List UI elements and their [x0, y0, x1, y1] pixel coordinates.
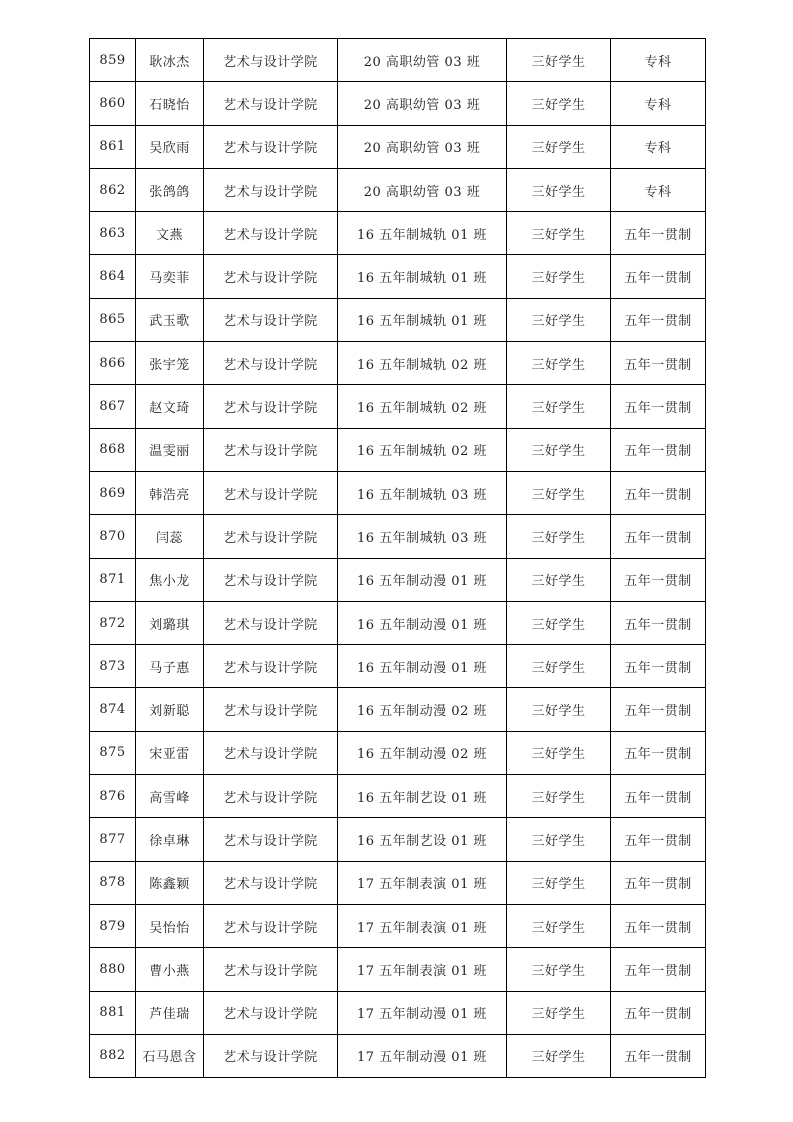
program-type-cell: 五年一贯制	[611, 731, 706, 774]
table-row	[90, 948, 706, 991]
class-cell: 17 五年制表演 01 班	[338, 948, 507, 991]
student-name-cell: 曹小燕	[136, 948, 204, 991]
row-number-cell: 873	[90, 645, 136, 688]
class-cell: 16 五年制动漫 01 班	[338, 645, 507, 688]
program-type-cell: 五年一贯制	[611, 948, 706, 991]
honor-cell: 三好学生	[507, 471, 611, 514]
college-cell: 艺术与设计学院	[204, 558, 338, 601]
table-row	[90, 688, 706, 731]
program-type-cell: 五年一贯制	[611, 558, 706, 601]
class-cell: 17 五年制动漫 01 班	[338, 1034, 507, 1077]
student-name-cell: 吴欣雨	[136, 125, 204, 168]
honor-cell: 三好学生	[507, 342, 611, 385]
table-row	[90, 342, 706, 385]
student-name-cell: 张宇笼	[136, 342, 204, 385]
table-row	[90, 818, 706, 861]
row-number-cell: 881	[90, 991, 136, 1034]
program-type-cell: 五年一贯制	[611, 342, 706, 385]
class-cell: 20 高职幼管 03 班	[338, 125, 507, 168]
table-row	[90, 125, 706, 168]
row-number-cell: 860	[90, 82, 136, 125]
student-name-cell: 高雪峰	[136, 775, 204, 818]
student-name-cell: 刘新聪	[136, 688, 204, 731]
program-type-cell: 五年一贯制	[611, 255, 706, 298]
student-name-cell: 韩浩亮	[136, 471, 204, 514]
college-cell: 艺术与设计学院	[204, 515, 338, 558]
honor-cell: 三好学生	[507, 861, 611, 904]
honor-cell: 三好学生	[507, 39, 611, 82]
program-type-cell: 五年一贯制	[611, 385, 706, 428]
college-cell: 艺术与设计学院	[204, 991, 338, 1034]
honor-cell: 三好学生	[507, 558, 611, 601]
row-number-cell: 878	[90, 861, 136, 904]
college-cell: 艺术与设计学院	[204, 428, 338, 471]
student-name-cell: 温雯丽	[136, 428, 204, 471]
row-number-cell: 882	[90, 1034, 136, 1077]
table-row	[90, 731, 706, 774]
row-number-cell: 866	[90, 342, 136, 385]
row-number-cell: 864	[90, 255, 136, 298]
college-cell: 艺术与设计学院	[204, 39, 338, 82]
program-type-cell: 专科	[611, 82, 706, 125]
honor-cell: 三好学生	[507, 168, 611, 211]
honor-cell: 三好学生	[507, 1034, 611, 1077]
table-row	[90, 991, 706, 1034]
class-cell: 16 五年制城轨 01 班	[338, 255, 507, 298]
honor-cell: 三好学生	[507, 948, 611, 991]
table-row	[90, 515, 706, 558]
row-number-cell: 869	[90, 471, 136, 514]
program-type-cell: 专科	[611, 125, 706, 168]
student-name-cell: 马子惠	[136, 645, 204, 688]
program-type-cell: 五年一贯制	[611, 471, 706, 514]
college-cell: 艺术与设计学院	[204, 342, 338, 385]
table-row	[90, 471, 706, 514]
college-cell: 艺术与设计学院	[204, 168, 338, 211]
row-number-cell: 875	[90, 731, 136, 774]
table-row	[90, 168, 706, 211]
table-row	[90, 904, 706, 947]
student-name-cell: 石晓怡	[136, 82, 204, 125]
program-type-cell: 五年一贯制	[611, 688, 706, 731]
row-number-cell: 874	[90, 688, 136, 731]
program-type-cell: 五年一贯制	[611, 601, 706, 644]
row-number-cell: 876	[90, 775, 136, 818]
honor-cell: 三好学生	[507, 255, 611, 298]
honor-cell: 三好学生	[507, 82, 611, 125]
program-type-cell: 五年一贯制	[611, 515, 706, 558]
student-name-cell: 马奕菲	[136, 255, 204, 298]
row-number-cell: 865	[90, 298, 136, 341]
honor-cell: 三好学生	[507, 125, 611, 168]
table-row	[90, 645, 706, 688]
college-cell: 艺术与设计学院	[204, 688, 338, 731]
college-cell: 艺术与设计学院	[204, 212, 338, 255]
class-cell: 16 五年制动漫 01 班	[338, 601, 507, 644]
program-type-cell: 五年一贯制	[611, 428, 706, 471]
college-cell: 艺术与设计学院	[204, 775, 338, 818]
program-type-cell: 专科	[611, 168, 706, 211]
honor-cell: 三好学生	[507, 515, 611, 558]
student-name-cell: 赵文琦	[136, 385, 204, 428]
honor-cell: 三好学生	[507, 904, 611, 947]
table-row	[90, 39, 706, 82]
table-row	[90, 212, 706, 255]
student-name-cell: 武玉歌	[136, 298, 204, 341]
college-cell: 艺术与设计学院	[204, 125, 338, 168]
honor-cell: 三好学生	[507, 428, 611, 471]
table-row	[90, 428, 706, 471]
student-name-cell: 焦小龙	[136, 558, 204, 601]
class-cell: 20 高职幼管 03 班	[338, 39, 507, 82]
honor-cell: 三好学生	[507, 212, 611, 255]
student-name-cell: 刘璐琪	[136, 601, 204, 644]
class-cell: 16 五年制艺设 01 班	[338, 818, 507, 861]
student-name-cell: 耿冰杰	[136, 39, 204, 82]
college-cell: 艺术与设计学院	[204, 298, 338, 341]
class-cell: 16 五年制城轨 02 班	[338, 342, 507, 385]
table-row	[90, 601, 706, 644]
honor-cell: 三好学生	[507, 385, 611, 428]
class-cell: 20 高职幼管 03 班	[338, 168, 507, 211]
program-type-cell: 专科	[611, 39, 706, 82]
row-number-cell: 879	[90, 904, 136, 947]
college-cell: 艺术与设计学院	[204, 818, 338, 861]
student-name-cell: 闫蕊	[136, 515, 204, 558]
class-cell: 16 五年制城轨 01 班	[338, 212, 507, 255]
student-name-cell: 徐卓琳	[136, 818, 204, 861]
class-cell: 17 五年制表演 01 班	[338, 904, 507, 947]
student-name-cell: 文燕	[136, 212, 204, 255]
program-type-cell: 五年一贯制	[611, 212, 706, 255]
award-table-body	[90, 39, 706, 1078]
honor-cell: 三好学生	[507, 645, 611, 688]
program-type-cell: 五年一贯制	[611, 645, 706, 688]
college-cell: 艺术与设计学院	[204, 731, 338, 774]
program-type-cell: 五年一贯制	[611, 861, 706, 904]
college-cell: 艺术与设计学院	[204, 385, 338, 428]
table-row	[90, 1034, 706, 1077]
table-row	[90, 861, 706, 904]
college-cell: 艺术与设计学院	[204, 948, 338, 991]
class-cell: 16 五年制城轨 01 班	[338, 298, 507, 341]
row-number-cell: 871	[90, 558, 136, 601]
program-type-cell: 五年一贯制	[611, 991, 706, 1034]
class-cell: 16 五年制城轨 03 班	[338, 471, 507, 514]
student-name-cell: 石马恩含	[136, 1034, 204, 1077]
honor-cell: 三好学生	[507, 298, 611, 341]
table-row	[90, 775, 706, 818]
honor-cell: 三好学生	[507, 688, 611, 731]
college-cell: 艺术与设计学院	[204, 82, 338, 125]
row-number-cell: 863	[90, 212, 136, 255]
class-cell: 16 五年制城轨 02 班	[338, 428, 507, 471]
college-cell: 艺术与设计学院	[204, 645, 338, 688]
class-cell: 16 五年制城轨 02 班	[338, 385, 507, 428]
row-number-cell: 867	[90, 385, 136, 428]
program-type-cell: 五年一贯制	[611, 1034, 706, 1077]
row-number-cell: 868	[90, 428, 136, 471]
program-type-cell: 五年一贯制	[611, 775, 706, 818]
honor-cell: 三好学生	[507, 991, 611, 1034]
class-cell: 20 高职幼管 03 班	[338, 82, 507, 125]
college-cell: 艺术与设计学院	[204, 861, 338, 904]
honor-cell: 三好学生	[507, 731, 611, 774]
college-cell: 艺术与设计学院	[204, 1034, 338, 1077]
college-cell: 艺术与设计学院	[204, 255, 338, 298]
class-cell: 16 五年制动漫 01 班	[338, 558, 507, 601]
program-type-cell: 五年一贯制	[611, 904, 706, 947]
award-table	[89, 38, 706, 1078]
student-name-cell: 吴怡怡	[136, 904, 204, 947]
row-number-cell: 880	[90, 948, 136, 991]
college-cell: 艺术与设计学院	[204, 471, 338, 514]
row-number-cell: 872	[90, 601, 136, 644]
class-cell: 17 五年制动漫 01 班	[338, 991, 507, 1034]
table-row	[90, 558, 706, 601]
row-number-cell: 870	[90, 515, 136, 558]
class-cell: 17 五年制表演 01 班	[338, 861, 507, 904]
row-number-cell: 859	[90, 39, 136, 82]
table-row	[90, 385, 706, 428]
honor-cell: 三好学生	[507, 775, 611, 818]
table-row	[90, 255, 706, 298]
row-number-cell: 862	[90, 168, 136, 211]
student-name-cell: 陈鑫颖	[136, 861, 204, 904]
class-cell: 16 五年制动漫 02 班	[338, 731, 507, 774]
row-number-cell: 877	[90, 818, 136, 861]
class-cell: 16 五年制动漫 02 班	[338, 688, 507, 731]
honor-cell: 三好学生	[507, 818, 611, 861]
college-cell: 艺术与设计学院	[204, 601, 338, 644]
student-name-cell: 芦佳瑞	[136, 991, 204, 1034]
row-number-cell: 861	[90, 125, 136, 168]
student-name-cell: 宋亚雷	[136, 731, 204, 774]
class-cell: 16 五年制城轨 03 班	[338, 515, 507, 558]
program-type-cell: 五年一贯制	[611, 818, 706, 861]
class-cell: 16 五年制艺设 01 班	[338, 775, 507, 818]
honor-cell: 三好学生	[507, 601, 611, 644]
table-row	[90, 298, 706, 341]
student-name-cell: 张鸽鸽	[136, 168, 204, 211]
program-type-cell: 五年一贯制	[611, 298, 706, 341]
college-cell: 艺术与设计学院	[204, 904, 338, 947]
table-row	[90, 82, 706, 125]
